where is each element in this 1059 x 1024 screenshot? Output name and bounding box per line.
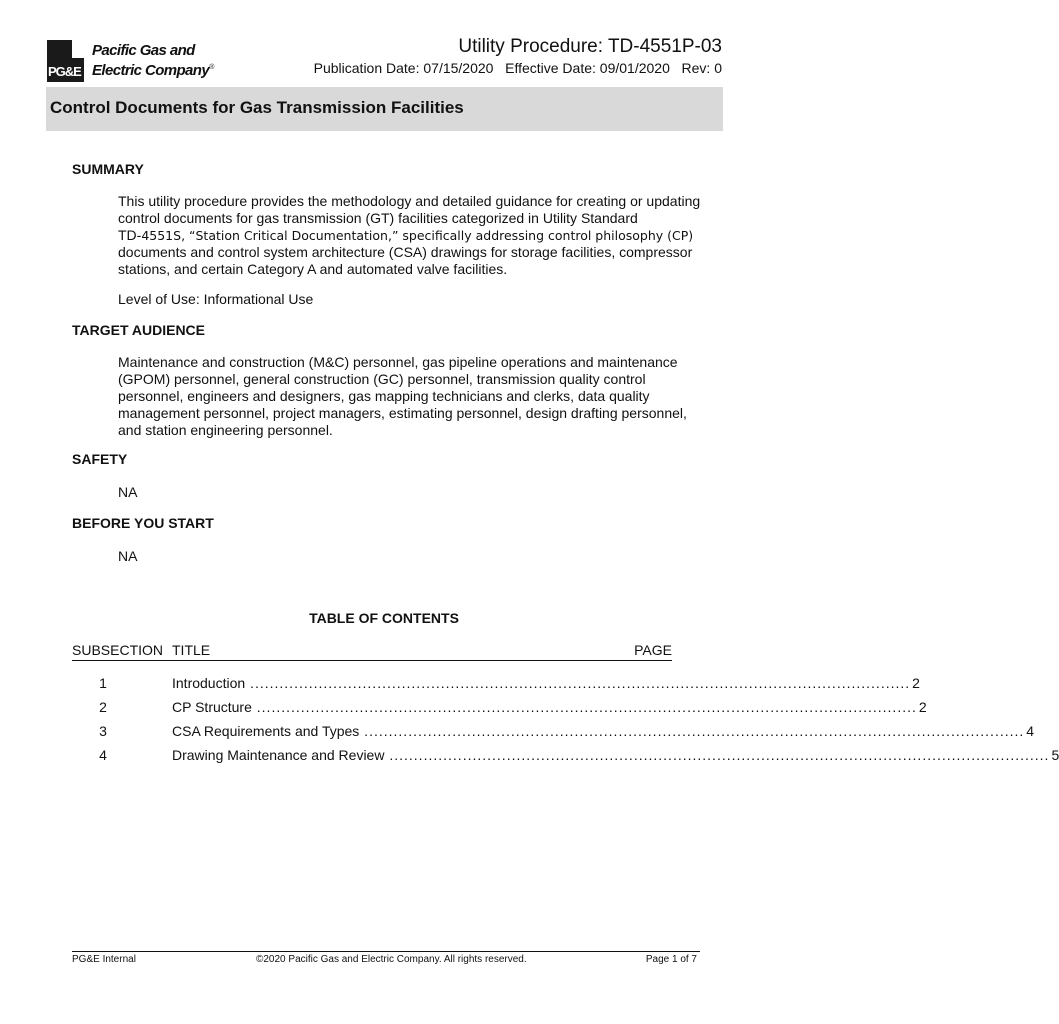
- audience-line: Maintenance and construction (M&C) personnel, gas pipeline operations and maintenance: [118, 354, 678, 370]
- publication-line: Publication Date: 07/15/2020 Effective Date: 09/01/2020 Rev: 0: [313, 60, 722, 76]
- audience-line: personnel, engineers and designers, gas mapping technicians and clerks, data quality: [118, 388, 650, 404]
- before-you-start-heading: BEFORE YOU START: [72, 515, 214, 531]
- toc-page: 2: [912, 675, 920, 691]
- toc-page: 4: [1026, 723, 1035, 739]
- before-you-start-body: NA: [118, 548, 138, 564]
- toc-number: 2: [99, 699, 107, 715]
- safety-heading: SAFETY: [72, 451, 128, 467]
- toc-title[interactable]: Introduction: [172, 675, 246, 691]
- toc-title[interactable]: Drawing Maintenance and Review: [172, 747, 385, 763]
- audience-line: (GPOM) personnel, general construction (GC) personnel, transmission quality control: [118, 371, 646, 387]
- summary-line: TD-4551S, “Station Critical Documentation,” specifically addressing control philosophy (CP): [118, 227, 694, 243]
- toc-row-csa-requirements[interactable]: [72, 723, 1035, 740]
- summary-paragraph: [118, 193, 708, 278]
- toc-title[interactable]: CSA Requirements and Types: [172, 723, 360, 739]
- toc-heading: TABLE OF CONTENTS: [309, 610, 459, 626]
- summary-line: documents and control system architecture (CSA) drawings for storage facilities, compressor: [118, 244, 693, 260]
- toc-row-introduction[interactable]: [72, 675, 920, 692]
- footer-classification: PG&E Internal: [72, 954, 136, 965]
- toc-col-subsection: SUBSECTION: [72, 642, 164, 658]
- toc-row-drawing-maintenance[interactable]: [72, 747, 1059, 764]
- summary-line: control documents for gas transmission (GT) facilities categorized in Utility Standard: [118, 210, 638, 226]
- toc-col-page: PAGE: [634, 642, 672, 658]
- summary-line: stations, and certain Category A and automated valve facilities.: [118, 261, 508, 277]
- toc-dot-leader: .......................................................................................................................................: [384, 747, 1050, 763]
- level-of-use: Level of Use: Informational Use: [118, 291, 314, 307]
- company-name: [92, 42, 214, 79]
- toc-page: 5: [1051, 747, 1059, 763]
- footer-rule: [72, 951, 700, 952]
- logo-notch: [72, 40, 84, 58]
- summary-line: This utility procedure provides the methodology and detailed guidance for creating or updating: [118, 193, 701, 209]
- toc-dot-leader: .......................................................................................................................................: [359, 723, 1025, 739]
- toc-dot-leader: .......................................................................................................................................: [251, 699, 917, 715]
- registered-mark: ®: [209, 64, 214, 71]
- logo-text: PG&E: [48, 64, 81, 79]
- procedure-title: Utility Procedure: TD-4551P-03: [458, 36, 722, 57]
- safety-body: NA: [118, 484, 138, 500]
- company-name-line1: Pacific Gas and: [92, 42, 195, 59]
- footer-page-number: Page 1 of 7: [645, 954, 697, 965]
- toc-page: 2: [918, 699, 927, 715]
- toc-col-title: TITLE: [172, 642, 211, 658]
- summary-heading: SUMMARY: [72, 161, 144, 177]
- audience-line: management personnel, project managers, estimating personnel, design drafting personnel,: [118, 405, 687, 421]
- toc-number: 3: [99, 723, 107, 739]
- company-name-line2: Electric Company®: [92, 62, 214, 79]
- toc-header-row: [72, 642, 672, 661]
- target-audience-paragraph: [118, 354, 708, 439]
- toc-number: 4: [99, 747, 107, 763]
- toc-title[interactable]: CP Structure: [172, 699, 252, 715]
- toc-number: 1: [99, 675, 107, 691]
- toc-dot-leader: .......................................................................................................................................: [245, 675, 911, 691]
- target-audience-heading: TARGET AUDIENCE: [72, 322, 205, 338]
- audience-line: and station engineering personnel.: [118, 422, 333, 438]
- toc-row-cp-structure[interactable]: [72, 699, 927, 716]
- footer-copyright: ©2020 Pacific Gas and Electric Company. All rights reserved.: [256, 954, 527, 965]
- document-title: Control Documents for Gas Transmission Facilities: [50, 98, 464, 117]
